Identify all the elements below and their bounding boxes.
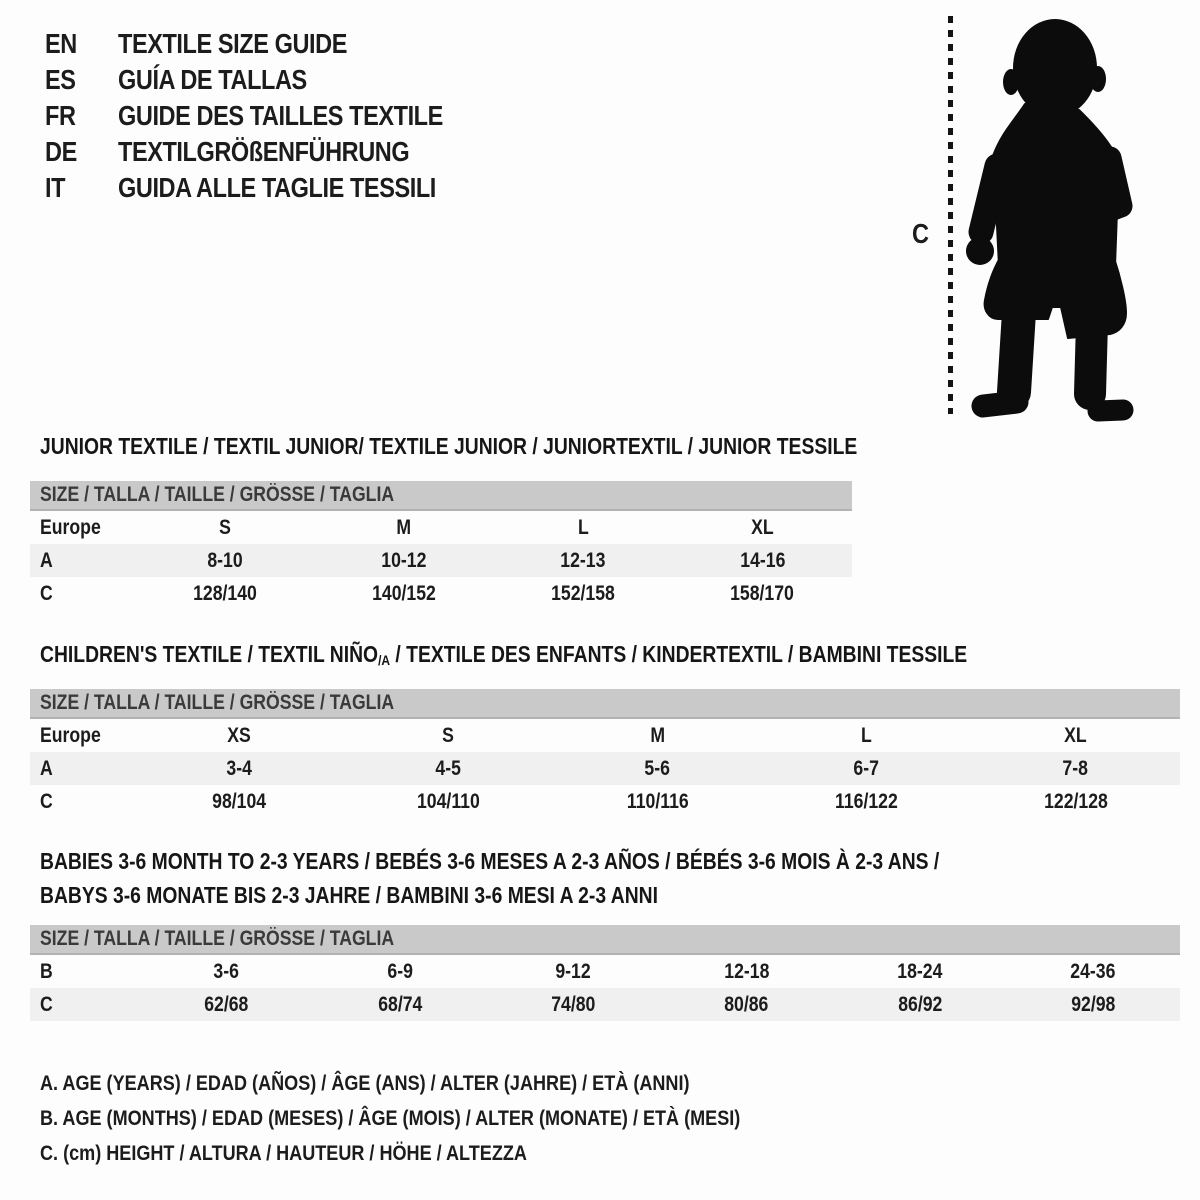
footnote-text: A. AGE (YEARS) / EDAD (AÑOS) / ÂGE (ANS) / ALTER (JAHRE) / ETÀ (ANNI) — [40, 1071, 690, 1095]
height-cell — [833, 988, 1006, 1021]
row-label-text: C — [40, 790, 53, 813]
language-label — [118, 100, 505, 132]
height-cell — [762, 785, 971, 818]
age-cell — [314, 544, 493, 577]
height-cell-text: 98/104 — [212, 790, 267, 813]
language-row-es — [45, 62, 505, 98]
children-table-title — [40, 641, 1144, 671]
language-code — [45, 64, 118, 96]
age-cell — [660, 955, 833, 988]
children-size-table — [30, 689, 1180, 818]
height-cell-text: 152/158 — [551, 582, 616, 605]
age-cell-text: 3-4 — [226, 757, 253, 780]
age-cell — [1007, 955, 1180, 988]
row-label-age-years — [30, 752, 135, 785]
height-cell-text: 104/110 — [417, 790, 480, 813]
age-cell-text: 12-13 — [560, 549, 606, 572]
height-cell — [313, 988, 486, 1021]
size-cell — [135, 719, 344, 752]
row-label-text: Europe — [40, 724, 101, 747]
size-cell-text: XL — [1064, 724, 1087, 747]
language-label — [118, 172, 496, 204]
height-cell — [135, 785, 344, 818]
age-cell — [494, 544, 673, 577]
junior-size-table — [30, 481, 852, 610]
size-cell — [553, 719, 762, 752]
size-header-bar-children — [30, 689, 1180, 719]
height-cell-text: 74/80 — [551, 993, 596, 1016]
size-cell — [494, 511, 673, 544]
language-code — [45, 100, 118, 132]
height-cell — [344, 785, 553, 818]
row-label-europe — [30, 511, 135, 544]
row-label-height-cm — [30, 577, 135, 610]
size-cell — [344, 719, 553, 752]
size-cell-text: L — [577, 516, 589, 539]
height-cell — [494, 577, 673, 610]
height-cell — [487, 988, 660, 1021]
age-cell — [833, 955, 1006, 988]
size-cell-text: M — [396, 516, 412, 539]
height-cell — [660, 988, 833, 1021]
height-cell-text: 110/116 — [626, 790, 689, 813]
age-cell-text: 4-5 — [435, 757, 462, 780]
language-code — [45, 136, 118, 168]
size-cell-text: L — [861, 724, 872, 747]
language-code — [45, 172, 118, 204]
age-cell-text: 6-9 — [387, 960, 413, 983]
footnote-text: C. (cm) HEIGHT / ALTURA / HAUTEUR / HÖHE / ALTEZZA — [40, 1141, 527, 1165]
age-cell — [762, 752, 971, 785]
age-cell — [135, 752, 344, 785]
age-cell — [140, 955, 313, 988]
toddler-silhouette — [963, 14, 1141, 422]
age-cell-text: 3-6 — [213, 960, 240, 983]
language-code-text: FR — [45, 100, 76, 131]
age-cell — [313, 955, 486, 988]
age-cell — [553, 752, 762, 785]
age-cell — [971, 752, 1180, 785]
height-cell-text: 80/86 — [724, 993, 769, 1016]
height-cell — [140, 988, 313, 1021]
language-code-text: IT — [45, 172, 66, 203]
age-cell — [487, 955, 660, 988]
size-cell — [971, 719, 1180, 752]
babies-table-title — [40, 844, 1111, 912]
language-code — [45, 28, 118, 60]
age-cell-text: 6-7 — [853, 757, 880, 780]
height-measure-dashed-line — [948, 16, 953, 414]
height-cell-text: 116/122 — [835, 790, 898, 813]
children-table-title-text — [40, 641, 967, 671]
size-cell-text: S — [442, 724, 455, 747]
language-label — [118, 28, 391, 60]
row-label-text: B — [40, 960, 53, 983]
row-label-europe — [30, 719, 135, 752]
size-header-bar-babies — [30, 925, 1180, 955]
size-header-text: SIZE / TALLA / TAILLE / GRÖSSE / TAGLIA — [40, 927, 395, 950]
age-cell-text: 10-12 — [381, 549, 427, 572]
row-label-text: Europe — [40, 516, 101, 539]
age-cell-text: 7-8 — [1062, 757, 1089, 780]
children-title-subscript: /A — [378, 652, 391, 669]
height-cell — [971, 785, 1180, 818]
language-label-text: TEXTILE SIZE GUIDE — [118, 28, 347, 59]
language-label — [118, 64, 343, 96]
language-label-text: GUÍA DE TALLAS — [118, 64, 307, 95]
age-cell-text: 5-6 — [644, 757, 671, 780]
language-row-de — [45, 134, 505, 170]
age-cell-text: 18-24 — [897, 960, 943, 983]
age-cell-text: 9-12 — [555, 960, 591, 983]
junior-table-title-text: JUNIOR TEXTILE / TEXTIL JUNIOR/ TEXTILE JUNIOR / JUNIORTEXTIL / JUNIOR TESSILE — [40, 433, 858, 459]
height-cell-text: 140/152 — [371, 582, 436, 605]
age-cell — [135, 544, 314, 577]
babies-table-title-line1: BABIES 3-6 MONTH TO 2-3 YEARS / BEBÉS 3-6 MESES A 2-3 AÑOS / BÉBÉS 3-6 MOIS À 2-3 ANS / — [40, 848, 940, 874]
row-label-text: A — [40, 757, 53, 780]
height-cell-text: 86/92 — [897, 993, 943, 1016]
height-cell-text: 92/98 — [1071, 993, 1116, 1016]
language-row-fr — [45, 98, 505, 134]
size-cell-text: S — [218, 516, 231, 539]
height-cell — [1007, 988, 1180, 1021]
language-label-text: TEXTILGRÖßENFÜHRUNG — [118, 136, 410, 167]
size-header-text: SIZE / TALLA / TAILLE / GRÖSSE / TAGLIA — [40, 483, 395, 506]
size-header-text: SIZE / TALLA / TAILLE / GRÖSSE / TAGLIA — [40, 691, 395, 714]
row-label-text: A — [40, 549, 53, 572]
row-label-text: C — [40, 582, 53, 605]
height-measure-label-text: C — [912, 218, 929, 249]
babies-size-table — [30, 925, 1180, 1021]
size-cell-text: M — [650, 724, 665, 747]
age-cell-text: 24-36 — [1070, 960, 1116, 983]
footnote-height-cm — [40, 1136, 874, 1171]
size-cell-text: XS — [227, 724, 252, 747]
height-cell-text: 122/128 — [1043, 790, 1108, 813]
age-cell — [673, 544, 852, 577]
language-code-text: ES — [45, 64, 76, 95]
height-cell — [314, 577, 493, 610]
height-cell — [135, 577, 314, 610]
junior-table-title — [40, 433, 1013, 459]
height-measure-label — [912, 218, 932, 250]
children-title-prefix: CHILDREN'S TEXTILE / TEXTIL NIÑO — [40, 641, 379, 667]
row-label-age-years — [30, 544, 135, 577]
children-title-suffix: / TEXTILE DES ENFANTS / KINDERTEXTIL / BAMBINI TESSILE — [390, 641, 968, 667]
height-cell — [553, 785, 762, 818]
language-title-block — [45, 26, 505, 206]
age-cell-text: 8-10 — [206, 549, 243, 572]
height-cell — [673, 577, 852, 610]
size-header-bar-junior — [30, 481, 852, 511]
size-cell — [762, 719, 971, 752]
footnote-age-years — [40, 1066, 874, 1101]
size-cell — [135, 511, 314, 544]
row-label-text: C — [40, 993, 53, 1016]
language-label — [118, 136, 465, 168]
age-cell — [344, 752, 553, 785]
language-label-text: GUIDE DES TAILLES TEXTILE — [118, 100, 443, 131]
language-row-it — [45, 170, 505, 206]
babies-table-title-line2: BABYS 3-6 MONATE BIS 2-3 JAHRE / BAMBINI 3-6 MESI A 2-3 ANNI — [40, 882, 658, 908]
size-cell — [314, 511, 493, 544]
height-cell-text: 68/74 — [377, 993, 423, 1016]
row-label-age-months — [30, 955, 140, 988]
age-cell-text: 12-18 — [724, 960, 770, 983]
size-cell-text: XL — [751, 516, 774, 539]
footnote-text: B. AGE (MONTHS) / EDAD (MESES) / ÂGE (MOIS) / ALTER (MONATE) / ETÀ (MESI) — [40, 1106, 741, 1130]
height-cell-text: 128/140 — [192, 582, 257, 605]
language-code-text: DE — [45, 136, 77, 167]
row-label-height-cm — [30, 988, 140, 1021]
height-cell-text: 158/170 — [730, 582, 795, 605]
row-label-height-cm — [30, 785, 135, 818]
toddler-silhouette-graphic — [963, 14, 1141, 422]
footnote-age-months — [40, 1101, 874, 1136]
age-cell-text: 14-16 — [739, 549, 785, 572]
language-row-en — [45, 26, 505, 62]
language-code-text: EN — [45, 28, 77, 59]
footnotes-block — [40, 1066, 874, 1171]
height-cell-text: 62/68 — [204, 993, 249, 1016]
language-label-text: GUIDA ALLE TAGLIE TESSILI — [118, 172, 436, 203]
size-cell — [673, 511, 852, 544]
